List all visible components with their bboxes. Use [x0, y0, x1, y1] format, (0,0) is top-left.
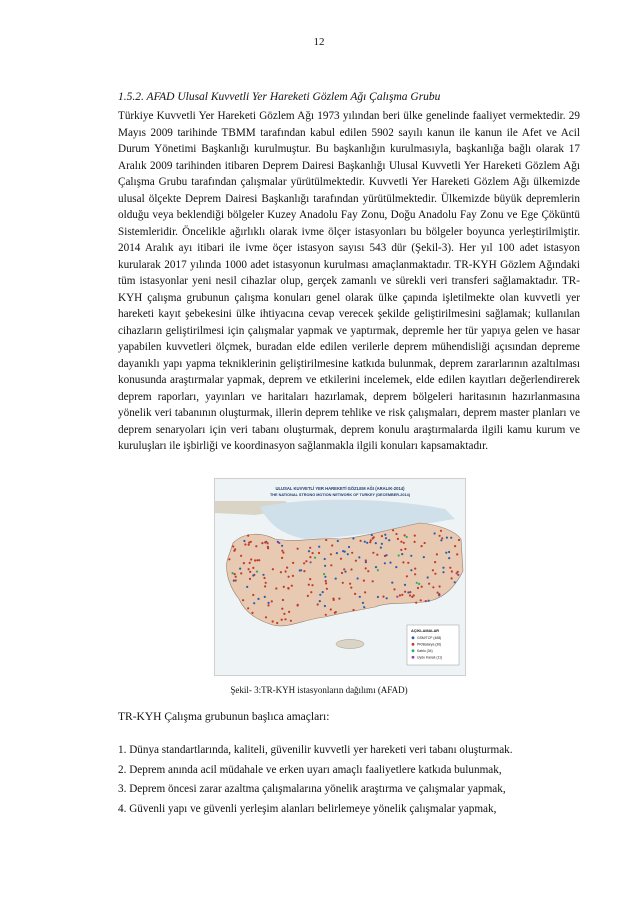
- station-marker: [384, 534, 386, 536]
- map-title-line1: ULUSAL KUVVETLİ YER HAREKETİ GÖZLEM AĞI (ARALIK-2014): [275, 486, 405, 491]
- station-marker: [330, 608, 332, 610]
- station-marker: [404, 534, 406, 536]
- aim-item-3: 3. Deprem öncesi zarar azaltma çalışmalarına yönelik araştırma ve çalışmalar yapmak,: [118, 783, 506, 795]
- station-marker: [309, 547, 311, 549]
- page-number: 12: [313, 36, 325, 48]
- station-marker: [406, 536, 408, 538]
- station-marker: [308, 584, 310, 586]
- station-marker: [414, 573, 416, 575]
- station-marker: [456, 553, 458, 555]
- station-marker: [385, 554, 387, 556]
- station-marker: [332, 598, 334, 600]
- station-marker: [434, 561, 436, 563]
- station-marker: [427, 576, 429, 578]
- station-marker: [440, 530, 442, 532]
- station-marker: [234, 548, 236, 550]
- station-marker: [395, 533, 397, 535]
- station-marker: [392, 529, 394, 531]
- station-marker: [331, 544, 333, 546]
- station-marker: [268, 602, 270, 604]
- station-marker: [330, 564, 332, 566]
- station-marker: [232, 572, 234, 574]
- station-marker: [352, 609, 354, 611]
- station-marker: [324, 576, 326, 578]
- station-marker: [389, 562, 391, 564]
- station-marker: [307, 595, 309, 597]
- station-marker: [436, 553, 438, 555]
- station-marker: [283, 613, 285, 615]
- station-marker: [282, 552, 284, 554]
- aims-list: [118, 741, 588, 819]
- station-marker: [401, 553, 403, 555]
- station-marker: [324, 605, 326, 607]
- station-marker: [292, 575, 294, 577]
- station-marker: [449, 567, 451, 569]
- station-marker: [409, 594, 411, 596]
- station-marker: [323, 573, 325, 575]
- station-marker: [336, 552, 338, 554]
- station-marker: [404, 548, 406, 550]
- station-marker: [385, 537, 387, 539]
- station-marker: [424, 542, 426, 544]
- legend-title: AÇIKLAMALAR: [411, 629, 440, 633]
- station-marker: [325, 582, 327, 584]
- station-marker: [281, 619, 283, 621]
- legend-swatch: [412, 656, 415, 659]
- station-marker: [432, 569, 434, 571]
- station-marker: [417, 587, 419, 589]
- station-marker: [258, 559, 260, 561]
- station-marker: [376, 554, 378, 556]
- station-marker: [322, 591, 324, 593]
- station-marker: [281, 545, 283, 547]
- station-marker: [247, 607, 249, 609]
- station-marker: [243, 562, 245, 564]
- station-marker: [264, 596, 266, 598]
- aims-list-heading: TR-KYH Çalışma grubunun başlıca amaçları:: [118, 711, 330, 723]
- turkey-station-map: [215, 479, 465, 675]
- legend-swatch: [412, 643, 415, 646]
- station-marker: [338, 598, 340, 600]
- station-marker: [438, 594, 440, 596]
- station-marker: [284, 618, 286, 620]
- station-marker: [415, 602, 417, 604]
- station-marker: [454, 581, 456, 583]
- station-marker: [363, 606, 365, 608]
- station-marker: [257, 598, 259, 600]
- station-marker: [420, 599, 422, 601]
- station-marker: [265, 616, 267, 618]
- station-marker: [341, 572, 343, 574]
- body-paragraph: Türkiye Kuvvetli Yer Hareketi Gözlem Ağı 1973 yılından beri ülke genelinde faaliyet vermektedir. 29 Mayıs 2009 tarihinde TBMM tarafından kabul edilen 5902 sayılı kanun ile kanun ile Afet ve Acil Durum Yönetimi Başkanlığı kurulmuştur. Bu başkanlığın kurulmasıyla, başkanlığa bağlı olarak 17 Aralık 2009 tarihinden itibaren Deprem Dairesi Başkanlığı Ulusal Kuvvetli Yer Hareketi Gözlem Ağı Çalışma Grubu tarafından çalışmalar yürütülmektedir. Kuvvetli Yer Hareketi Gözlem Ağı ülkemizde ulusal ölçekte Deprem Dairesi Başkanlığı tarafından yürütülmektedir. Ülkemizde büyük depremlerin olduğu veya beklendiği bölgeler Kuzey Anadolu Fay Zonu, Doğu Anadolu Fay Zonu ve Ege Çöküntü Sistemleridir. Öncelikle ağırlıklı olarak ivme ölçer istasyonları bu bölgeler boyunca yerleştirilmiştir. 2014 Aralık ayı itibari ile ivme öçer istasyon sayısı 543 dür (Şekil-3). Her yıl 100 adet istasyon kurularak 2017 yılında 1000 adet istasyonun kurulması amaçlanmaktadır. TR-KYH Gözlem Ağındaki tüm istasyonlar yeni nesil cihazlar olup, gerçek zamanlı ve sürekli veri transferi sağlamaktadır. TR-KYH çalışma grubunun çalışma konuları genel olarak ülke çapında işletilmekte olan kuvvetli yer hareketi kayıt şebekesini ülke ihtiyacına cevap verecek şekilde geliştirilmesini sağlamak; kullanılan cihazların geliştirilmesi için çalışmalar yapmak ve yaptırmak, depremle her tür yapıya gelen ve hasar yapabilen kuvvetleri ölçmek, buradan elde edilen verilerle deprem mühendisliği açısından depreme dayanıklı yapı yapma tekniklerinin geliştirilmesine katkıda bulunmak, deprem zararlarının azaltılması konusunda araştırmalar yapmak, deprem ve etkilerini incelemek, elde edilen kayıtları değerlendirerek deprem raporları, yayınları ve haritaları hazırlamak, deprem bölgeleri haritasının hazırlanmasına yönelik veri tabanının oluşturmak, illerin deprem tehlike ve risk çalışmaları, deprem master planları ve deprem senaryoları için veri tabanı oluşturmak, deprem konulu araştırmalarda ilgili kamu kurum ve kuruluşları ile işbirliği ve koordinasyon sağlanmakla ilgili konuları kapsamaktadır.: [118, 110, 580, 452]
- station-marker: [428, 600, 430, 602]
- station-marker: [324, 558, 326, 560]
- station-marker: [247, 535, 249, 537]
- station-marker: [249, 562, 251, 564]
- aim-item-4: 4. Güvenli yapı ve güvenli yerleşim alanları belirlemeye yönelik çalışmalar yapmak,: [118, 802, 497, 815]
- station-marker: [249, 571, 251, 573]
- station-marker: [297, 548, 299, 550]
- station-marker: [335, 611, 337, 613]
- station-marker: [450, 537, 452, 539]
- station-marker: [291, 585, 293, 587]
- station-marker: [262, 574, 264, 576]
- station-marker: [352, 537, 354, 539]
- station-marker: [246, 586, 248, 588]
- station-marker: [325, 614, 327, 616]
- station-marker: [253, 602, 255, 604]
- station-marker: [439, 535, 441, 537]
- aim-item-1: 1. Dünya standartlarında, kaliteli, güvenilir kuvvetli yer hareketi veri tabanı oluşturmak.: [118, 744, 513, 756]
- station-marker: [451, 577, 453, 579]
- station-marker: [413, 594, 415, 596]
- station-marker: [342, 550, 344, 552]
- station-marker: [290, 620, 292, 622]
- station-marker: [272, 620, 274, 622]
- station-marker: [286, 567, 288, 569]
- station-marker: [396, 596, 398, 598]
- station-marker: [402, 561, 404, 563]
- station-marker: [414, 535, 416, 537]
- station-marker: [395, 566, 397, 568]
- station-marker: [303, 562, 305, 564]
- station-marker: [281, 557, 283, 559]
- station-marker: [235, 579, 237, 581]
- figure-caption: Şekil- 3:TR-KYH istasyonların dağılımı (AFAD): [230, 685, 408, 695]
- station-marker: [283, 586, 285, 588]
- station-marker: [340, 558, 342, 560]
- legend-swatch: [412, 636, 415, 639]
- station-marker: [421, 545, 423, 547]
- station-marker: [343, 568, 345, 570]
- station-marker: [367, 570, 369, 572]
- station-marker: [381, 535, 383, 537]
- station-marker: [355, 560, 357, 562]
- station-marker: [288, 576, 290, 578]
- station-marker: [441, 537, 443, 539]
- station-marker: [263, 577, 265, 579]
- station-marker: [410, 555, 412, 557]
- station-marker: [254, 559, 256, 561]
- station-marker: [264, 585, 266, 587]
- station-marker: [248, 544, 250, 546]
- station-marker: [406, 575, 408, 577]
- station-marker: [324, 565, 326, 567]
- station-marker: [451, 570, 453, 572]
- station-marker: [364, 541, 366, 543]
- station-marker: [240, 555, 242, 557]
- station-marker: [319, 594, 321, 596]
- station-marker: [434, 532, 436, 534]
- station-marker: [305, 560, 307, 562]
- station-marker: [364, 591, 366, 593]
- station-marker: [318, 552, 320, 554]
- station-marker: [318, 546, 320, 548]
- station-marker: [276, 622, 278, 624]
- station-marker: [399, 594, 401, 596]
- station-marker: [308, 550, 310, 552]
- station-marker: [428, 583, 430, 585]
- station-marker: [416, 582, 418, 584]
- station-marker: [440, 539, 442, 541]
- station-marker: [414, 568, 416, 570]
- station-marker: [249, 578, 251, 580]
- station-marker: [250, 558, 252, 560]
- station-marker: [235, 576, 237, 578]
- station-marker: [442, 567, 444, 569]
- station-marker: [325, 539, 327, 541]
- station-marker: [330, 553, 332, 555]
- station-marker: [400, 541, 402, 543]
- station-marker: [244, 543, 246, 545]
- station-marker: [407, 591, 409, 593]
- station-marker: [310, 561, 312, 563]
- station-marker: [354, 593, 356, 595]
- station-marker: [363, 580, 365, 582]
- station-marker: [360, 540, 362, 542]
- station-marker: [281, 608, 283, 610]
- station-marker: [281, 550, 283, 552]
- station-marker: [242, 599, 244, 601]
- station-marker: [381, 543, 383, 545]
- station-marker: [442, 571, 444, 573]
- station-marker: [252, 574, 254, 576]
- station-marker: [319, 600, 321, 602]
- station-marker: [375, 542, 377, 544]
- station-marker: [446, 537, 448, 539]
- station-marker: [423, 556, 425, 558]
- station-marker: [309, 556, 311, 558]
- station-marker: [252, 567, 254, 569]
- station-marker: [400, 549, 402, 551]
- station-marker: [256, 559, 258, 561]
- legend-item-label: PR/Batarya (30): [417, 642, 442, 647]
- station-marker: [240, 572, 242, 574]
- station-marker: [348, 546, 350, 548]
- station-marker: [282, 599, 284, 601]
- station-marker: [326, 588, 328, 590]
- map-legend: [407, 625, 459, 665]
- legend-item-label: Kablo (34): [417, 649, 433, 653]
- cyprus-island: [336, 640, 364, 649]
- station-marker: [310, 591, 312, 593]
- station-marker: [267, 604, 269, 606]
- station-marker: [312, 552, 314, 554]
- station-marker: [365, 559, 367, 561]
- station-marker: [256, 571, 258, 573]
- station-marker: [375, 566, 377, 568]
- station-marker: [317, 603, 319, 605]
- station-marker: [448, 551, 450, 553]
- station-marker: [366, 542, 368, 544]
- station-marker: [303, 570, 305, 572]
- station-marker: [243, 540, 245, 542]
- station-marker: [372, 537, 374, 539]
- station-marker: [234, 573, 236, 575]
- station-marker: [272, 568, 274, 570]
- station-marker: [350, 587, 352, 589]
- station-marker: [285, 570, 287, 572]
- station-marker: [393, 588, 395, 590]
- station-marker: [386, 597, 388, 599]
- station-marker: [458, 539, 460, 541]
- aim-item-2: 2. Deprem anında acil müdahale ve erken uyarı amaçlı faaliyetlere katkıda bulunmak,: [118, 763, 502, 776]
- station-marker: [409, 591, 411, 593]
- station-marker: [292, 562, 294, 564]
- station-marker: [250, 541, 252, 543]
- station-marker: [267, 546, 269, 548]
- station-marker: [239, 568, 241, 570]
- station-marker: [280, 571, 282, 573]
- station-marker: [439, 585, 441, 587]
- station-marker: [445, 552, 447, 554]
- station-marker: [359, 596, 361, 598]
- station-marker: [278, 542, 280, 544]
- station-marker: [388, 539, 390, 541]
- station-marker: [371, 534, 373, 536]
- station-marker: [264, 541, 266, 543]
- station-marker: [454, 545, 456, 547]
- station-marker: [369, 541, 371, 543]
- station-marker: [457, 574, 459, 576]
- map-title-line2: THE NATIONAL STRONG MOTION NETWORK OF TURKEY (DECEMBER-2014): [269, 493, 411, 497]
- station-marker: [434, 573, 436, 575]
- station-marker: [365, 567, 367, 569]
- station-marker: [404, 591, 406, 593]
- station-marker: [288, 611, 290, 613]
- station-marker: [347, 553, 349, 555]
- station-marker: [309, 578, 311, 580]
- station-marker: [314, 557, 316, 559]
- legend-item-label: GSM/TCP (468): [417, 636, 442, 640]
- station-marker: [335, 578, 337, 580]
- station-marker: [358, 556, 360, 558]
- station-marker: [275, 587, 277, 589]
- station-marker: [300, 569, 302, 571]
- station-marker: [437, 592, 439, 594]
- station-marker: [397, 538, 399, 540]
- station-marker: [414, 541, 416, 543]
- legend-item-label: Uydu Kanalı (11): [417, 655, 443, 660]
- station-marker: [251, 612, 253, 614]
- station-marker: [456, 572, 458, 574]
- station-marker: [377, 596, 379, 598]
- station-marker: [448, 557, 450, 559]
- section-heading: 1.5.2. AFAD Ulusal Kuvvetli Yer Hareketi Gözlem Ağı Çalışma Grubu: [118, 91, 441, 103]
- station-marker: [432, 586, 434, 588]
- station-marker: [421, 586, 423, 588]
- station-marker: [372, 552, 374, 554]
- station-marker: [407, 562, 409, 564]
- station-marker: [265, 582, 267, 584]
- station-marker: [261, 542, 263, 544]
- station-marker: [377, 569, 379, 571]
- station-marker: [271, 600, 273, 602]
- station-marker: [255, 545, 257, 547]
- station-marker: [351, 552, 353, 554]
- station-marker: [398, 554, 400, 556]
- station-marker: [425, 600, 427, 602]
- station-marker: [382, 596, 384, 598]
- station-marker: [311, 584, 313, 586]
- station-marker: [372, 580, 374, 582]
- station-map-figure: [214, 478, 466, 676]
- station-marker: [288, 587, 290, 589]
- station-marker: [342, 582, 344, 584]
- station-marker: [410, 569, 412, 571]
- station-marker: [349, 583, 351, 585]
- station-marker: [344, 571, 346, 573]
- station-marker: [228, 558, 230, 560]
- station-marker: [248, 568, 250, 570]
- station-marker: [391, 582, 393, 584]
- station-marker: [252, 594, 254, 596]
- station-marker: [357, 577, 359, 579]
- station-marker: [337, 540, 339, 542]
- station-marker: [384, 562, 386, 564]
- station-marker: [404, 584, 406, 586]
- station-marker: [380, 547, 382, 549]
- station-marker: [232, 545, 234, 547]
- station-marker: [362, 602, 364, 604]
- station-marker: [350, 568, 352, 570]
- station-marker: [297, 604, 299, 606]
- station-marker: [403, 542, 405, 544]
- station-marker: [401, 594, 403, 596]
- legend-swatch: [412, 649, 415, 652]
- station-marker: [325, 580, 327, 582]
- station-marker: [418, 583, 420, 585]
